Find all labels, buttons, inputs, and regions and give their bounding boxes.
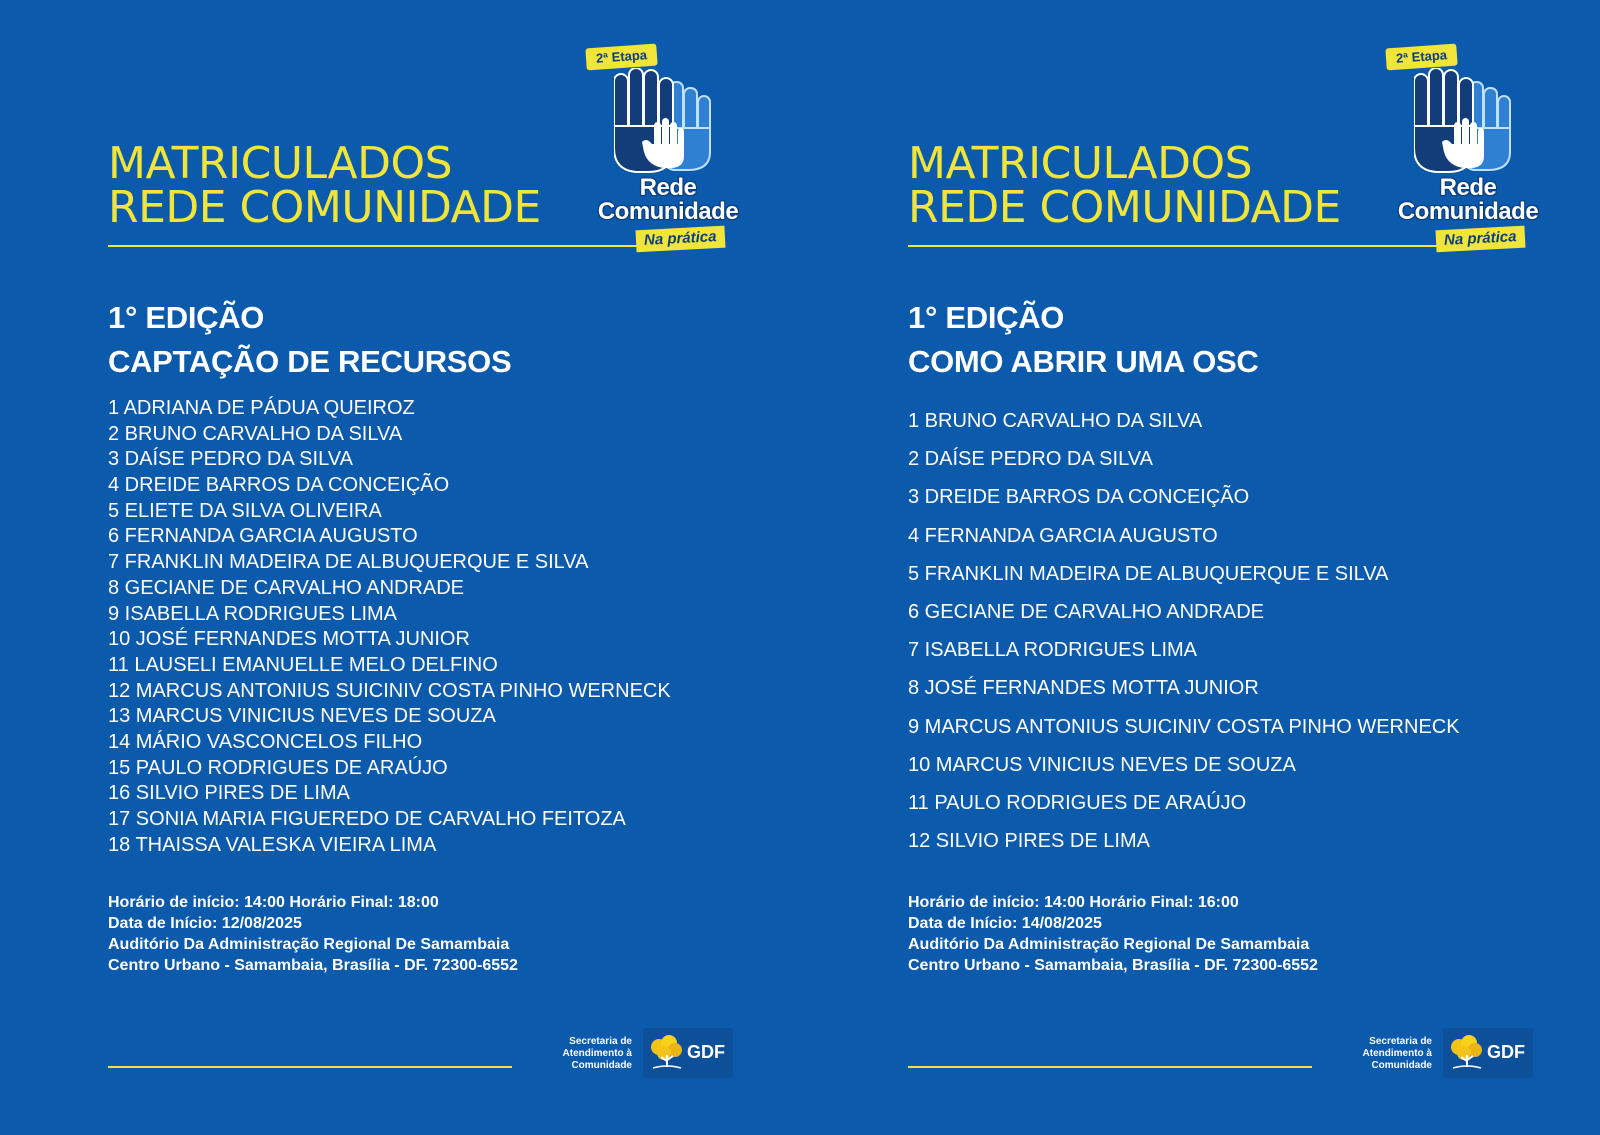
list-item: 7 ISABELLA RODRIGUES LIMA <box>908 639 1197 662</box>
course-heading <box>108 296 511 384</box>
logo-tagline: Na prática <box>1435 226 1525 253</box>
course-name: COMO ABRIR UMA OSC <box>908 344 1259 379</box>
event-place: Auditório Da Administração Regional De Samambaia <box>908 936 1310 953</box>
list-item: 1 BRUNO CARVALHO DA SILVA <box>908 410 1203 432</box>
footer-divider <box>908 1066 1312 1068</box>
logo-tagline: Na prática <box>635 226 725 253</box>
ipe-tree-icon <box>647 1033 687 1073</box>
title-divider <box>908 245 1443 247</box>
gdf-text: GDF <box>1487 1042 1525 1062</box>
list-item: 17 SONIA MARIA FIGUEREDO DE CARVALHO FEITOZA <box>108 808 626 830</box>
secretaria-label: Secretaria de Atendimento à Comunidade <box>562 1036 632 1071</box>
poster-osc <box>800 0 1600 1135</box>
list-item: 6 FERNANDA GARCIA AUGUSTO <box>108 525 418 548</box>
list-item: 2 BRUNO CARVALHO DA SILVA <box>108 422 403 445</box>
list-item: 18 THAISSA VALESKA VIEIRA LIMA <box>108 833 437 856</box>
page-title <box>108 138 541 233</box>
title-divider <box>108 245 643 247</box>
list-item: 1 ADRIANA DE PÁDUA QUEIROZ <box>108 397 415 419</box>
title-line-2: REDE COMUNIDADE <box>108 182 541 233</box>
list-item: 8 JOSÉ FERNANDES MOTTA JUNIOR <box>908 677 1259 700</box>
list-item: 10 MARCUS VINICIUS NEVES DE SOUZA <box>908 753 1296 776</box>
gdf-logo <box>1443 1028 1533 1078</box>
list-item: 5 FRANKLIN MADEIRA DE ALBUQUERQUE E SILVA <box>908 562 1389 585</box>
edition-label: 1° EDIÇÃO <box>908 300 1065 335</box>
logo-wordmark: Rede Comunidade <box>1397 174 1539 225</box>
list-item: 11 PAULO RODRIGUES DE ARAÚJO <box>908 791 1247 814</box>
etapa-badge: 2ª Etapa <box>1385 44 1457 71</box>
list-item: 14 MÁRIO VASCONCELOS FILHO <box>108 730 423 753</box>
secretaria-label: Secretaria de Atendimento à Comunidade <box>1362 1036 1432 1071</box>
event-address: Centro Urbano - Samambaia, Brasília - DF. 72300-6552 <box>108 957 518 974</box>
ipe-tree-icon <box>1447 1033 1487 1073</box>
footer-divider <box>108 1066 512 1068</box>
list-item: 3 DAÍSE PEDRO DA SILVA <box>108 448 353 471</box>
list-item: 12 MARCUS ANTONIUS SUICINIV COSTA PINHO WERNECK <box>108 679 671 702</box>
event-date: Data de Início: 12/08/2025 <box>108 915 302 932</box>
event-date: Data de Início: 14/08/2025 <box>908 915 1102 932</box>
edition-label: 1° EDIÇÃO <box>108 300 265 335</box>
rede-comunidade-logo <box>578 40 768 260</box>
raised-hand-icon <box>1414 68 1524 178</box>
participant-list <box>108 396 671 858</box>
list-item: 5 ELIETE DA SILVA OLIVEIRA <box>108 499 382 522</box>
gdf-logo <box>643 1028 733 1078</box>
list-item: 12 SILVIO PIRES DE LIMA <box>908 830 1150 853</box>
course-heading <box>908 296 1259 384</box>
etapa-badge: 2ª Etapa <box>585 44 657 71</box>
list-item: 15 PAULO RODRIGUES DE ARAÚJO <box>108 756 448 779</box>
list-item: 3 DREIDE BARROS DA CONCEIÇÃO <box>908 486 1250 509</box>
participant-list <box>908 402 1460 860</box>
event-info <box>908 892 1318 976</box>
list-item: 9 ISABELLA RODRIGUES LIMA <box>108 602 397 625</box>
list-item: 4 FERNANDA GARCIA AUGUSTO <box>908 524 1218 547</box>
list-item: 2 DAÍSE PEDRO DA SILVA <box>908 448 1153 471</box>
title-line-1: MATRICULADOS <box>908 138 1253 189</box>
event-info <box>108 892 518 976</box>
title-line-2: REDE COMUNIDADE <box>908 182 1341 233</box>
rede-comunidade-logo <box>1378 40 1568 260</box>
list-item: 9 MARCUS ANTONIUS SUICINIV COSTA PINHO WERNECK <box>908 715 1460 738</box>
list-item: 16 SILVIO PIRES DE LIMA <box>108 782 350 805</box>
list-item: 11 LAUSELI EMANUELLE MELO DELFINO <box>108 653 498 676</box>
list-item: 8 GECIANE DE CARVALHO ANDRADE <box>108 576 465 599</box>
gdf-text: GDF <box>687 1042 725 1062</box>
page-title <box>908 138 1341 233</box>
list-item: 7 FRANKLIN MADEIRA DE ALBUQUERQUE E SILVA <box>108 551 589 574</box>
title-line-1: MATRICULADOS <box>108 138 453 189</box>
event-address: Centro Urbano - Samambaia, Brasília - DF. 72300-6552 <box>908 957 1318 974</box>
event-place: Auditório Da Administração Regional De Samambaia <box>108 936 510 953</box>
list-item: 13 MARCUS VINICIUS NEVES DE SOUZA <box>108 705 496 728</box>
list-item: 10 JOSÉ FERNANDES MOTTA JUNIOR <box>108 628 470 651</box>
event-time: Horário de início: 14:00 Horário Final: 18:00 <box>108 894 439 911</box>
course-name: CAPTAÇÃO DE RECURSOS <box>108 344 512 379</box>
list-item: 6 GECIANE DE CARVALHO ANDRADE <box>908 600 1265 623</box>
event-time: Horário de início: 14:00 Horário Final: 16:00 <box>908 894 1239 911</box>
list-item: 4 DREIDE BARROS DA CONCEIÇÃO <box>108 474 450 497</box>
raised-hand-icon <box>614 68 724 178</box>
logo-wordmark: Rede Comunidade <box>597 174 739 225</box>
